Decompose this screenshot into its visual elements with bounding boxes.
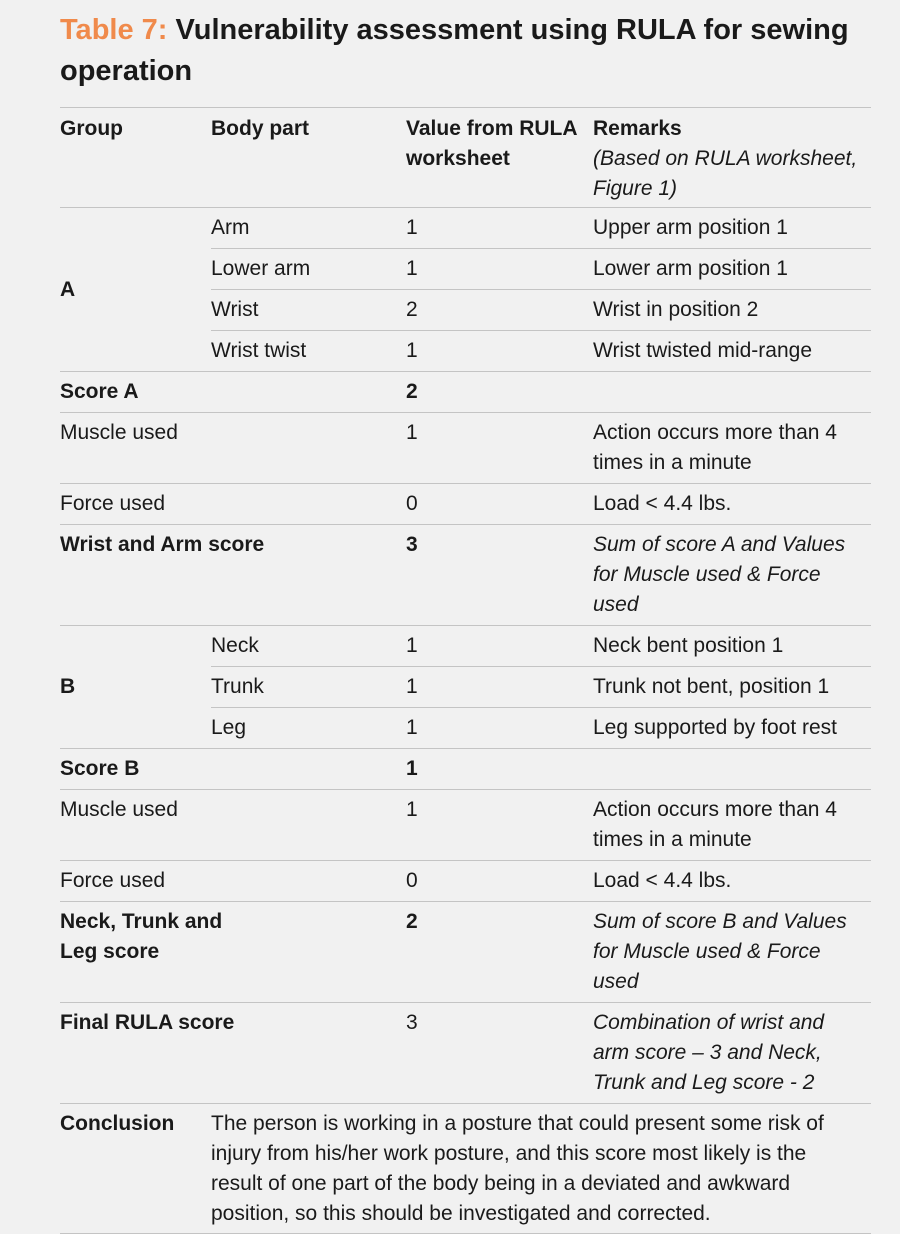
value-cell: 1 bbox=[406, 331, 593, 372]
header-value: Value from RULA worksheet bbox=[406, 108, 593, 208]
group-a-label: A bbox=[60, 208, 211, 372]
body-part-cell: Wrist bbox=[211, 290, 406, 331]
wrist-arm-remark: Sum of score A and Values for Muscle used & Force used bbox=[593, 525, 871, 626]
body-part-cell: Trunk bbox=[211, 667, 406, 708]
header-group: Group bbox=[60, 108, 211, 208]
remark-cell: Leg supported by foot rest bbox=[593, 708, 871, 749]
remark-cell: Wrist twisted mid-range bbox=[593, 331, 871, 372]
score-a-row bbox=[60, 372, 871, 413]
table-row bbox=[60, 626, 871, 667]
muscle-a-remark: Action occurs more than 4 times in a minute bbox=[593, 413, 871, 484]
table-title bbox=[60, 10, 880, 92]
value-cell: 1 bbox=[406, 667, 593, 708]
muscle-a-label: Muscle used bbox=[60, 413, 406, 484]
score-b-label: Score B bbox=[60, 749, 406, 790]
muscle-a-value: 1 bbox=[406, 413, 593, 484]
score-b-row bbox=[60, 749, 871, 790]
value-cell: 1 bbox=[406, 249, 593, 290]
force-b-remark: Load < 4.4 lbs. bbox=[593, 861, 871, 902]
header-remarks-title: Remarks bbox=[593, 117, 682, 140]
neck-trunk-leg-label bbox=[60, 902, 406, 1003]
header-remarks bbox=[593, 108, 871, 208]
header-row bbox=[60, 108, 871, 208]
conclusion-text: The person is working in a posture that could present some risk of injury from his/her work posture, and this score most likely is the result of one part of the body being in a deviated and awkward position, so this should be investigated and corrected. bbox=[211, 1112, 824, 1225]
final-value: 3 bbox=[406, 1003, 593, 1104]
remark-cell bbox=[593, 372, 871, 413]
value-cell: 1 bbox=[406, 626, 593, 667]
force-a-remark: Load < 4.4 lbs. bbox=[593, 484, 871, 525]
header-body-part: Body part bbox=[211, 108, 406, 208]
body-part-cell: Neck bbox=[211, 626, 406, 667]
force-b-label: Force used bbox=[60, 861, 406, 902]
conclusion-cell bbox=[211, 1104, 871, 1234]
wrist-arm-label: Wrist and Arm score bbox=[60, 525, 406, 626]
table-number: Table 7: bbox=[60, 14, 168, 46]
remark-cell: Neck bent position 1 bbox=[593, 626, 871, 667]
conclusion-label: Conclusion bbox=[60, 1104, 211, 1234]
body-part-cell: Wrist twist bbox=[211, 331, 406, 372]
remark-cell: Lower arm position 1 bbox=[593, 249, 871, 290]
conclusion-row bbox=[60, 1104, 871, 1234]
muscle-b-row bbox=[60, 790, 871, 861]
force-a-value: 0 bbox=[406, 484, 593, 525]
table-caption: Vulnerability assessment using RULA for sewing operation bbox=[60, 14, 849, 87]
score-a-value: 2 bbox=[406, 372, 593, 413]
body-part-cell: Lower arm bbox=[211, 249, 406, 290]
final-remark-text: Combination of wrist and arm score – 3 and Neck, Trunk and Leg score - 2 bbox=[593, 1011, 825, 1094]
remark-cell: Upper arm position 1 bbox=[593, 208, 871, 249]
rula-table bbox=[60, 107, 871, 1234]
group-b-label: B bbox=[60, 626, 211, 749]
value-cell: 1 bbox=[406, 208, 593, 249]
muscle-a-row bbox=[60, 413, 871, 484]
value-cell: 2 bbox=[406, 290, 593, 331]
force-b-row bbox=[60, 861, 871, 902]
score-a-label: Score A bbox=[60, 372, 406, 413]
force-b-value: 0 bbox=[406, 861, 593, 902]
final-remark bbox=[593, 1003, 871, 1104]
muscle-b-remark: Action occurs more than 4 times in a minute bbox=[593, 790, 871, 861]
neck-trunk-leg-row bbox=[60, 902, 871, 1003]
value-cell: 1 bbox=[406, 708, 593, 749]
neck-trunk-leg-remark: Sum of score B and Values for Muscle used & Force used bbox=[593, 902, 871, 1003]
wrist-arm-row bbox=[60, 525, 871, 626]
muscle-b-label: Muscle used bbox=[60, 790, 406, 861]
remark-cell: Wrist in position 2 bbox=[593, 290, 871, 331]
neck-trunk-leg-label-text: Neck, Trunk and Leg score bbox=[60, 910, 223, 963]
score-b-value: 1 bbox=[406, 749, 593, 790]
final-row bbox=[60, 1003, 871, 1104]
remark-cell bbox=[593, 749, 871, 790]
neck-trunk-leg-value: 2 bbox=[406, 902, 593, 1003]
muscle-b-value: 1 bbox=[406, 790, 593, 861]
force-a-row bbox=[60, 484, 871, 525]
body-part-cell: Leg bbox=[211, 708, 406, 749]
table-row bbox=[60, 208, 871, 249]
body-part-cell: Arm bbox=[211, 208, 406, 249]
header-remarks-note: (Based on RULA worksheet, Figure 1) bbox=[593, 147, 858, 200]
final-label: Final RULA score bbox=[60, 1003, 406, 1104]
remark-cell: Trunk not bent, position 1 bbox=[593, 667, 871, 708]
force-a-label: Force used bbox=[60, 484, 406, 525]
wrist-arm-value: 3 bbox=[406, 525, 593, 626]
